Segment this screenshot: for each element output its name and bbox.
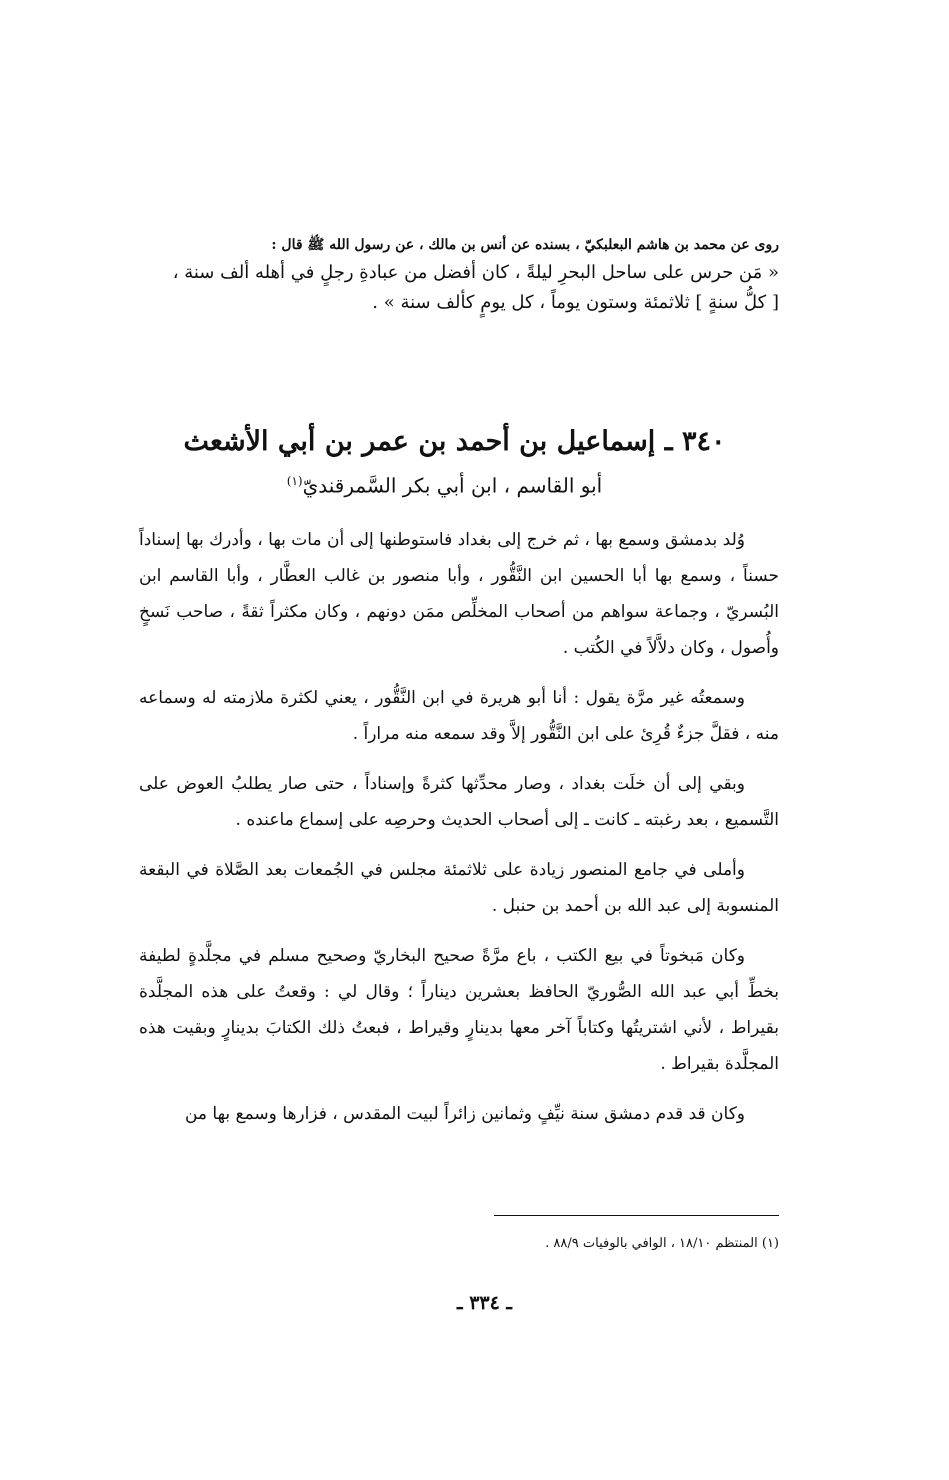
paragraph: وبقي إلى أن خلَت بغداد ، وصار محدِّثها كثرةً وإسناداً ، حتى صار يطلبُ العوض على التَّسميع ، بعد رغبته ـ كانت ـ إلى أصحاب الحديث وحرصِه على إسماع ماعنده . xyxy=(139,774,779,830)
paragraph: وُلد بدمشق وسمع بها ، ثم خرج إلى بغداد فاستوطنها إلى أن مات بها ، وأدرك بها إسناداً حسناً ، وسمع بها أبا الحسين ابن النَّقُّور ، وأبا منصور بن غالب العطَّار ، وأبا القاسم ابن البُسريّ ، وجماعة سواهم من أصحاب المخلِّص ممَن دونهم ، وكان مكثراً ثقةً ، صاحب نَسخٍ وأُصول ، وكان دلاَّلاً في الكُتب . xyxy=(139,530,779,658)
paragraph: وكان قد قدم دمشق سنة نيِّفٍ وثمانين زائراً لبيت المقدس ، فزارها وسمع بها من xyxy=(184,1104,745,1124)
page-number: ـ ٣٣٤ ـ xyxy=(457,1292,512,1314)
hadith-quote-line-1: « مَن حرس على ساحل البحرِ ليلةً ، كان أفضل من عبادةِ رجلٍ في أهله ألف سنة ، xyxy=(172,262,779,283)
entry-heading xyxy=(0,420,949,503)
entry-title: ٣٤٠ ـ إسماعيل بن أحمد بن عمر بن أبي الأشعث xyxy=(183,426,726,457)
narration-chain: روى عن محمد بن هاشم البعلبكيّ ، بسنده عن أنس بن مالك ، عن رسول الله ﷺ قال : xyxy=(271,237,779,253)
footnote-divider xyxy=(494,1215,779,1216)
paragraph: وكان مَبخوتاً في بيع الكتب ، باع مرَّةً صحيح البخاريّ وصحيح مسلم في مجلَّدةٍ لطيفة بخطِّ أبي عبد الله الصُّوريّ الحافظ بعشرين ديناراً ؛ وقال لي : وقعتُ على هذه المجلَّدة بقيراط ، لأني اشتريتُها وكتاباً آخر معها بدينارٍ وقيراط ، فبعتُ ذلك الكتابَ بدينارٍ وبقيت هذه المجلَّدة بقيراط . xyxy=(139,946,779,1074)
entry-subtitle xyxy=(0,464,949,503)
entry-subtitle-text: أبو القاسم ، ابن أبي بكر السَّمرقنديّ xyxy=(302,473,603,498)
paragraph: وأملى في جامع المنصور زيادة على ثلاثمئة مجلس في الجُمعات بعد الصَّلاة في البقعة المنسوبة إلى عبد الله بن أحمد بن حنبل . xyxy=(139,860,779,916)
hadith-quote-line-2: [ كلُّ سنةٍ ] ثلاثمئة وستون يوماً ، كل يومٍ كألف سنة » . xyxy=(372,292,779,313)
previous-entry-ending xyxy=(139,232,779,318)
paragraph: وسمعتُه غير مرَّة يقول : أنا أبو هريرة في ابن النَّقُّور ، يعني لكثرة ملازمته له وسماعه منه ، فقلَّ جزءٌ قُرِئ على ابن النَّقُّور إلاَّ وقد سمعه منه مراراً . xyxy=(139,688,779,744)
entry-body xyxy=(139,522,779,1146)
footnote: (١) المنتظم ١٨/١٠ ، الوافي بالوفيات ٨٨/٩ . xyxy=(545,1236,779,1251)
footnote-marker: (١) xyxy=(286,474,303,488)
